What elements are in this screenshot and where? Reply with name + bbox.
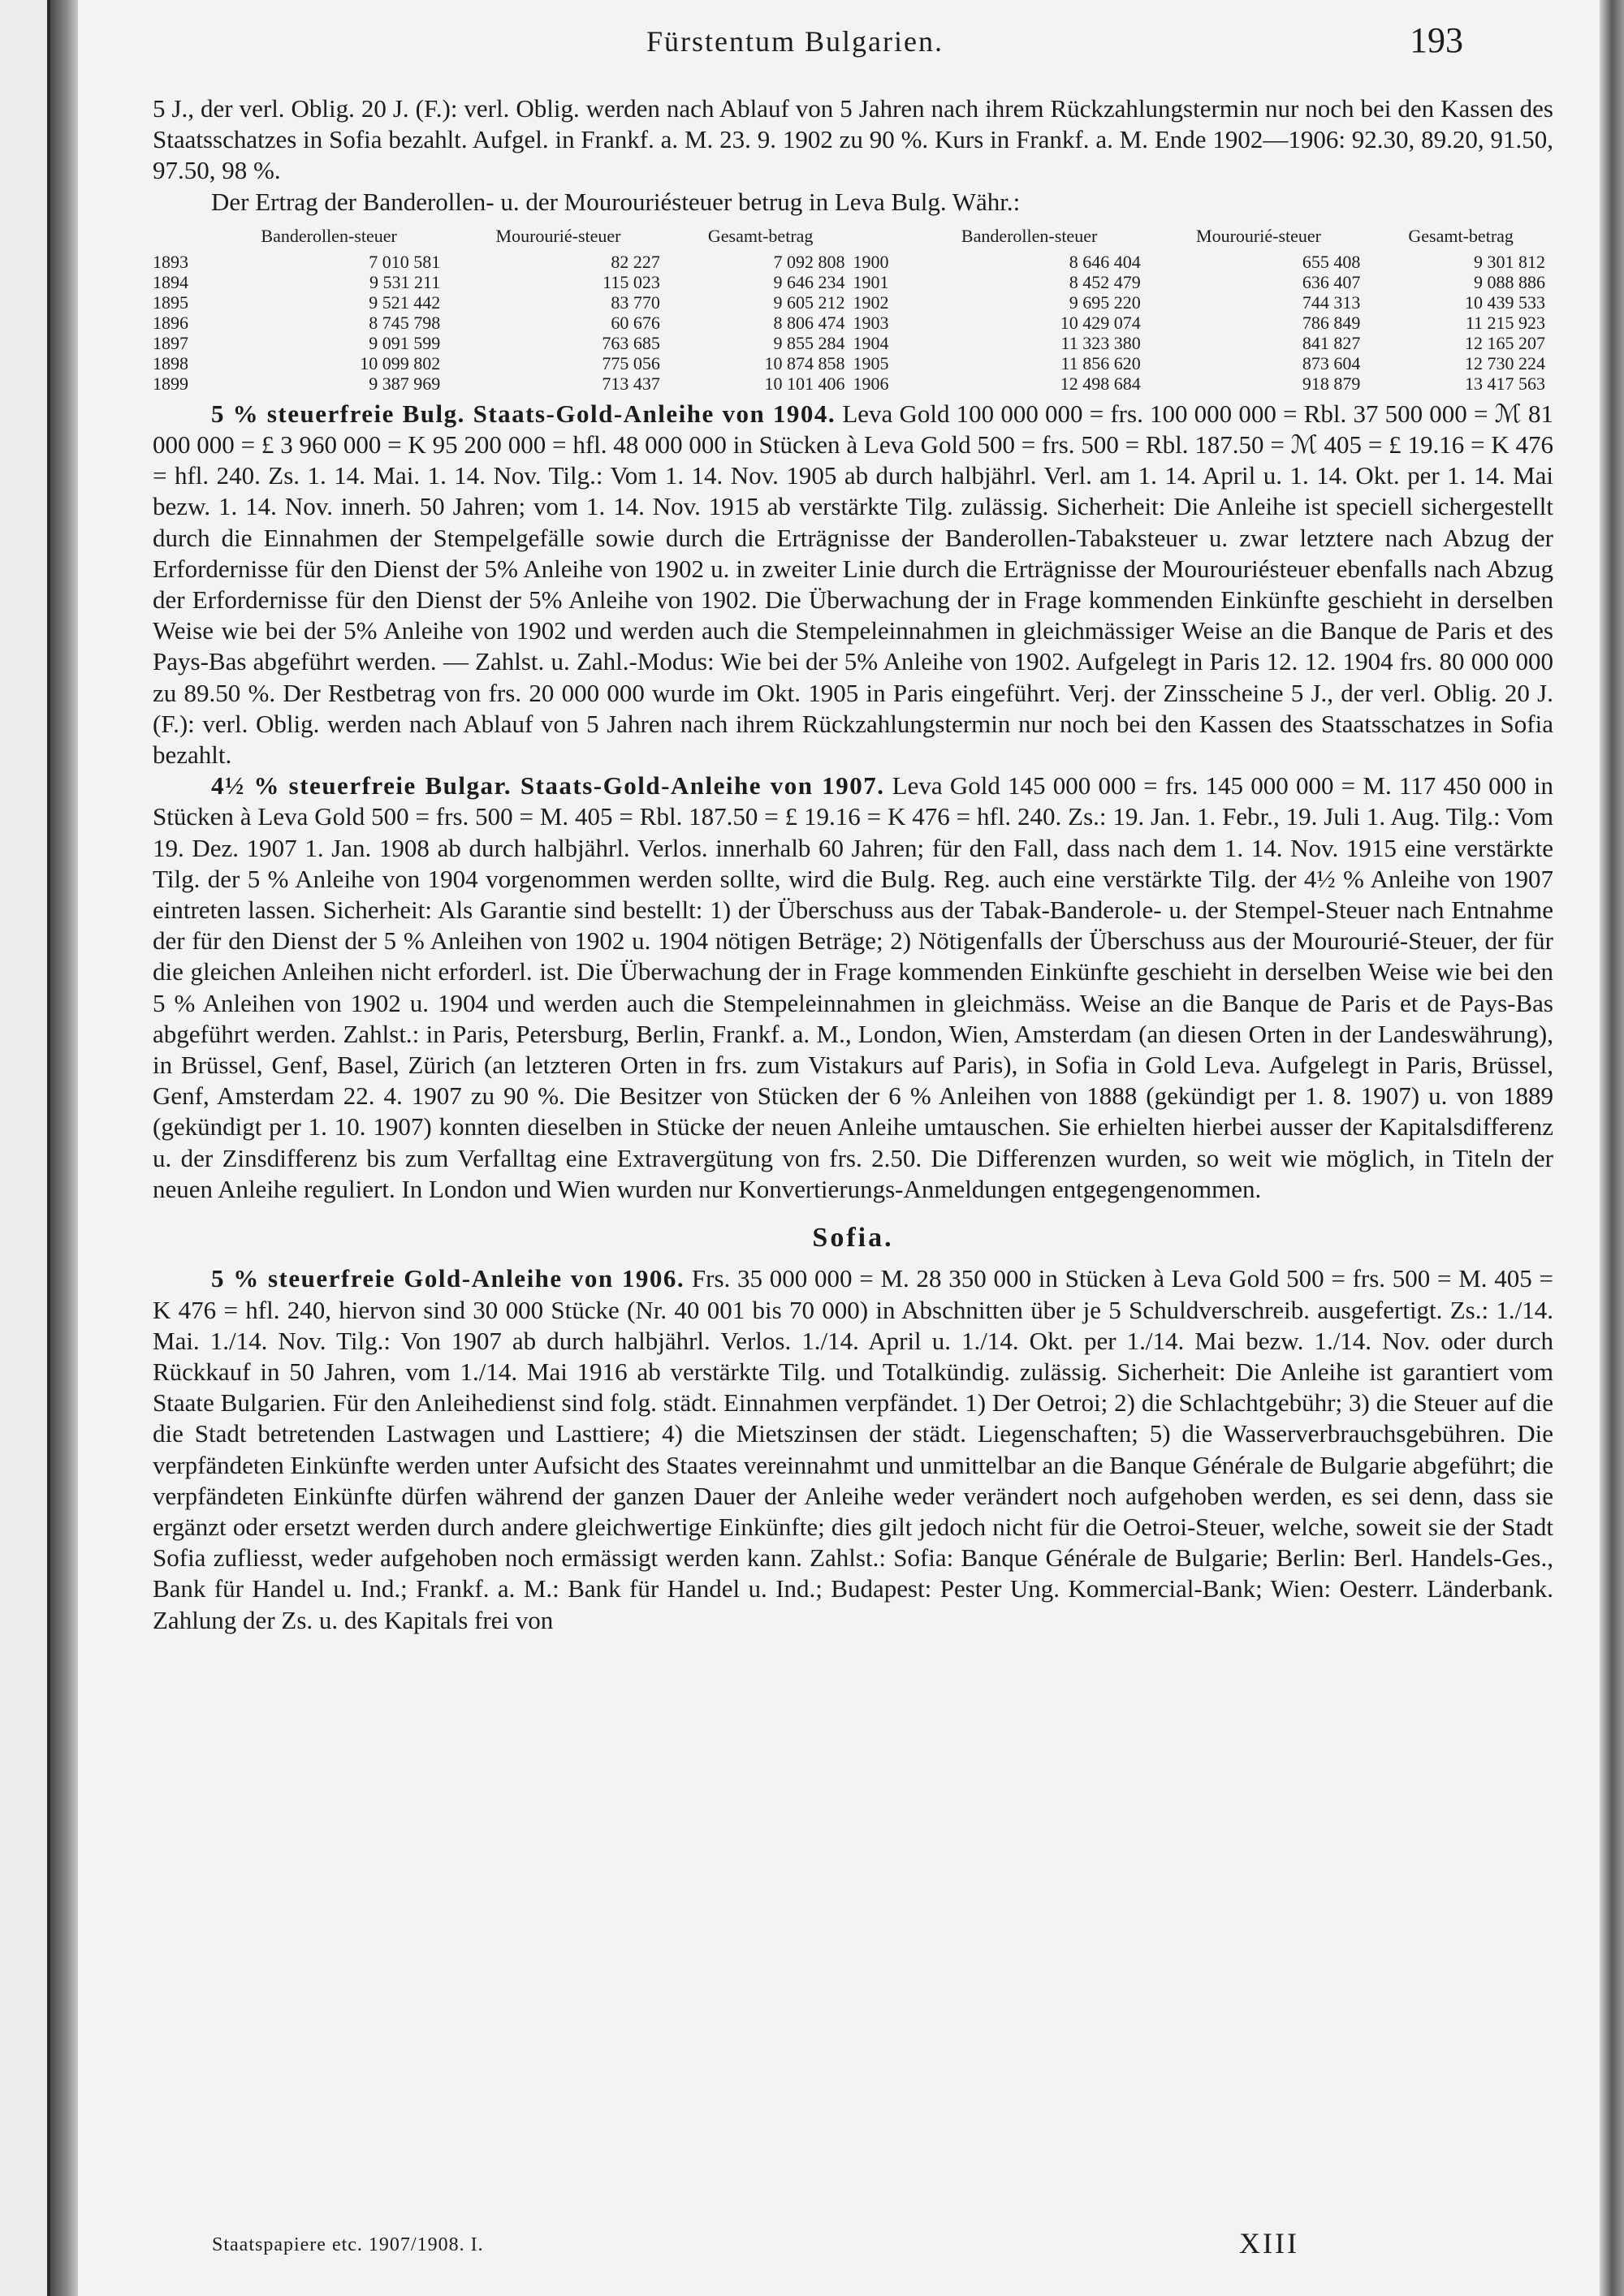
revenue-table [153, 224, 1553, 394]
revenue-table-header [153, 224, 1553, 252]
loan-1904-heading: 5 % steuerfreie Bulg. Staats-Gold-Anleihe von 1904. [211, 399, 836, 428]
scan-right-edge [1600, 0, 1624, 2296]
sofia-loan-heading: 5 % steuerfreie Gold-Anleihe von 1906. [211, 1264, 685, 1293]
cell-gesamt: 9 646 234 [773, 271, 845, 292]
cell-mourourie: 713 437 [602, 373, 660, 394]
running-title: Fürstentum Bulgarien. [646, 25, 944, 58]
cell-banderollen: 9 531 211 [369, 271, 441, 292]
cell-gesamt: 12 165 207 [1465, 332, 1545, 353]
col-gesamt-2: Gesamt-betrag [1408, 225, 1514, 246]
cell-gesamt: 10 874 858 [764, 352, 845, 373]
cell-banderollen: 10 429 074 [1060, 312, 1141, 333]
loan-1904-paragraph [153, 399, 1553, 770]
cell-gesamt: 9 301 812 [1474, 251, 1545, 272]
book-gutter [50, 0, 78, 2296]
cell-mourourie: 655 408 [1302, 251, 1361, 272]
cell-mourourie: 115 023 [603, 271, 660, 292]
cell-year: 1900 [853, 251, 889, 272]
cell-gesamt: 7 092 808 [773, 251, 845, 272]
loan-1907-heading: 4½ % steuerfreie Bulgar. Staats-Gold-Anleihe von 1907. [211, 771, 885, 801]
cell-banderollen: 9 091 599 [369, 332, 441, 353]
cell-banderollen: 9 695 220 [1069, 291, 1141, 313]
intro-paragraph: 5 J., der verl. Oblig. 20 J. (F.): verl. Oblig. werden nach Ablauf von 5 Jahren nach ihrem Rückzahlungstermin nur noch bei den Kassen des Staatsschatzes in Sofia bezahlt. Aufgel. in Frankf. a. M. 23. 9. 1902 zu 90 %. Kurs in Frankf. a. M. Ende 1902—1906: 92.30, 89.20, 91.50, 97.50, 98 %. [153, 94, 1553, 185]
cell-year: 1896 [153, 312, 188, 333]
col-banderollen: Banderollen-steuer [261, 225, 397, 246]
cell-gesamt: 12 730 224 [1465, 352, 1545, 373]
table-row [153, 292, 1553, 313]
cell-year: 1902 [853, 291, 889, 313]
cell-year: 1894 [153, 271, 188, 292]
sofia-loan-paragraph [153, 1263, 1553, 1635]
cell-year: 1901 [853, 271, 889, 292]
table-row [153, 333, 1553, 353]
loan-1907-body: Leva Gold 145 000 000 = frs. 145 000 000 = M. 117 450 000 in Stücken à Leva Gold 500 = frs. 500 = M. 405 = Rbl. 187.50 = £ 19.16 = K 476 = hfl. 240. Zs.: 19. Jan. 1. Febr., 19. Juli 1. Aug. Tilg.: Vom 19. Dez. 1907 1. Jan. 1908 ab durch halbjährl. Verlos. innerhalb 60 Jahren; für den Fall, dass nach dem 1. 14. Nov. 1915 eine verstärkte Tilg. der 5 % Anleihe von 1904 vorgenommen werden sollte, wird die Bulg. Reg. auch eine verstärkte Tilg. der 4½ % Anleihe von 1907 eintreten lassen. Sicherheit: Als Garantie sind bestellt: 1) der Überschuss aus der Tabak-Banderole- u. der Stempel-Steuer nach Entnahme der für den Dienst der 5 % Anleihen von 1902 u. 1904 nötigen Beträge; 2) Nötigenfalls der Überschuss aus der Mourourié-Steuer, der für die gleichen Anleihen nicht erforderl. ist. Die Überwachung der in Frage kommenden Einkünfte geschieht in derselben Weise wie bei den 5 % Anleihen von 1902 u. 1904 und werden auch die Stempeleinnahmen in gleichmäss. Weise an die Banque de Paris et de Pays-Bas abgeführt werden. Zahlst.: in Paris, Petersburg, Berlin, Frankf. a. M., London, Wien, Amsterdam (an diesen Orten in der Landeswährung), in Brüssel, Genf, Basel, Zürich (an letzteren Orten in frs. zum Vistakurs auf Paris), in Sofia in Gold Leva. Aufgelegt in Paris, Brüssel, Genf, Amsterdam 22. 4. 1907 zu 90 %. Die Besitzer von Stücken der 6 % Anleihen von 1888 (gekündigt per 1. 8. 1907) u. von 1889 (gekündigt per 1. 10. 1907) konnten dieselben in Stücke der neuen Anleihe umtauschen. Sie erhielten hierbei ausser der Kapitalsdifferenz u. der Zinsdifferenz bis zum Verfalltag eine Extravergütung von frs. 2.50. Die Differenzen wurden, so weit wie möglich, in Titeln der neuen Anleihe reguliert. In London und Wien wurden nur Konvertierungs-Anmeldungen entgegengenommen. [153, 771, 1554, 1203]
cell-banderollen: 11 856 620 [1060, 352, 1141, 373]
cell-year: 1898 [153, 352, 188, 373]
cell-year: 1895 [153, 291, 188, 313]
cell-gesamt: 9 855 284 [773, 332, 845, 353]
table-row [153, 353, 1553, 373]
cell-mourourie: 786 849 [1302, 312, 1361, 333]
cell-mourourie: 841 827 [1302, 332, 1361, 353]
cell-mourourie: 60 676 [611, 312, 660, 333]
cell-gesamt: 10 439 533 [1465, 291, 1545, 313]
revenue-table-body [153, 252, 1553, 394]
cell-mourourie: 873 604 [1302, 352, 1361, 373]
page-content [153, 93, 1553, 1636]
cell-banderollen: 9 521 442 [369, 291, 441, 313]
page-header [78, 18, 1600, 67]
cell-mourourie: 636 407 [1302, 271, 1361, 292]
cell-year: 1899 [153, 373, 188, 394]
cell-mourourie: 83 770 [611, 291, 660, 313]
cell-banderollen: 7 010 581 [369, 251, 441, 272]
cell-year: 1906 [853, 373, 889, 394]
col-banderollen-2: Banderollen-steuer [961, 225, 1098, 246]
col-gesamt: Gesamt-betrag [707, 225, 814, 246]
cell-year: 1903 [853, 312, 889, 333]
scan-left-margin [0, 0, 50, 2296]
page-number: 193 [1410, 20, 1463, 60]
footer-signature: XIII [1239, 2227, 1299, 2259]
footer-left: Staatspapiere etc. 1907/1908. I. [212, 2234, 484, 2255]
cell-gesamt: 8 806 474 [773, 312, 845, 333]
col-mourourie: Mourourié-steuer [495, 225, 621, 246]
table-row [153, 313, 1553, 333]
cell-gesamt: 9 605 212 [773, 291, 845, 313]
table-row [153, 272, 1553, 292]
cell-gesamt: 13 417 563 [1465, 373, 1545, 394]
cell-mourourie: 744 313 [1302, 291, 1361, 313]
document-page [78, 0, 1600, 2296]
cell-banderollen: 8 452 479 [1069, 271, 1141, 292]
col-mourourie-2: Mourourié-steuer [1196, 225, 1321, 246]
cell-mourourie: 918 879 [1302, 373, 1361, 394]
cell-banderollen: 10 099 802 [360, 352, 441, 373]
loan-1904-body: Leva Gold 100 000 000 = frs. 100 000 000 = Rbl. 37 500 000 = ℳ 81 000 000 = £ 3 960 000 = K 95 200 000 = hfl. 48 000 000 in Stücken à Leva Gold 500 = frs. 500 = Rbl. 187.50 = ℳ 405 = £ 19.16 = K 476 = hfl. 240. Zs. 1. 14. Mai. 1. 14. Nov. Tilg.: Vom 1. 14. Nov. 1905 ab durch halbjährl. Verl. am 1. 14. April u. 1. 14. Okt. per 1. 14. Mai bezw. 1. 14. Nov. innerh. 50 Jahren; vom 1. 14. Nov. 1915 ab verstärkte Tilg. zulässig. Sicherheit: Die Anleihe ist speciell sichergestellt durch die Einnahmen der Stempelgefälle sowie durch die Erträgnisse der Banderollen-Tabaksteuer u. zwar letztere nach Abzug der Erfordernisse für den Dienst der 5% Anleihe von 1902 u. in zweiter Linie durch die Erträgnisse der Mourouriésteuer ebenfalls nach Abzug der Erfordernisse für den Dienst der 5% Anleihe von 1902. Die Überwachung der in Frage kommenden Einkünfte geschieht in derselben Weise wie bei der 5% Anleihe von 1902 und werden auch die Stempeleinnahmen in gleichmässiger Weise an die Banque de Paris et des Pays-Bas abgeführt werden. — Zahlst. u. Zahl.-Modus: Wie bei der 5% Anleihe von 1902. Aufgelegt in Paris 12. 12. 1904 frs. 80 000 000 zu 89.50 %. Der Restbetrag von frs. 20 000 000 wurde im Okt. 1905 in Paris eingeführt. Verj. der Zinsscheine 5 J., der verl. Oblig. 20 J. (F.): verl. Oblig. werden nach Ablauf von 5 Jahren nach ihrem Rückzahlungstermin nur noch bei den Kassen des Staatsschatzes in Sofia bezahlt. [153, 399, 1553, 770]
cell-mourourie: 775 056 [602, 352, 660, 373]
cell-mourourie: 763 685 [602, 332, 660, 353]
table-intro: Der Ertrag der Banderollen- u. der Mourouriésteuer betrug in Leva Bulg. Währ.: [211, 187, 1021, 216]
cell-banderollen: 12 498 684 [1060, 373, 1141, 394]
loan-1907-paragraph [153, 770, 1553, 1205]
cell-mourourie: 82 227 [611, 251, 660, 272]
cell-banderollen: 8 745 798 [369, 312, 441, 333]
cell-banderollen: 9 387 969 [369, 373, 441, 394]
sofia-loan-body: Frs. 35 000 000 = M. 28 350 000 in Stücken à Leva Gold 500 = frs. 500 = M. 405 = K 476 = hfl. 240, hiervon sind 30 000 Stücke (Nr. 40 001 bis 70 000) in Abschnitten über je 5 Schuldverschreib. ausgefertigt. Zs.: 1./14. Mai. 1./14. Nov. Tilg.: Von 1907 ab durch halbjährl. Verlos. 1./14. April u. 1./14. Okt. per 1./14. Mai bezw. 1./14. Nov. oder durch Rückkauf in 50 Jahren, vom 1./14. Mai 1916 ab verstärkte Tilg. und Totalkündig. zulässig. Sicherheit: Die Anleihe ist garantiert vom Staate Bulgarien. Für den Anleihedienst sind folg. städt. Einnahmen verpfändet. 1) Der Oetroi; 2) die Schlachtgebühr; 3) die Steuer auf die die Stadt betretenden Lastwagen und Lasttiere; 4) die Mietszinsen der städt. Liegenschaften; 5) die Wasserverbrauchsgebühren. Die verpfändeten Einkünfte werden unter Aufsicht des Staates vereinnahmt und unmittelbar an die Banque Générale de Bulgarie abgeführt; die verpfändeten Einkünfte dürfen während der ganzen Dauer der Anleihe weder verändert noch aufgehoben werden, es sei denn, dass sie ergänzt oder ersetzt werden durch andere gleichwertige Einkünfte; dies gilt jedoch nicht für die Oetroi-Steuer, welche, soweit sie der Stadt Sofia zufliesst, weder aufgehoben noch ermässigt werden kann. Zahlst.: Sofia: Banque Générale de Bulgarie; Berlin: Berl. Handels-Ges., Bank für Handel u. Ind.; Frankf. a. M.: Bank für Handel u. Ind.; Budapest: Pester Ung. Kommercial-Bank; Wien: Oesterr. Länderbank. Zahlung der Zs. u. des Kapitals frei von [153, 1264, 1554, 1634]
cell-year: 1893 [153, 251, 188, 272]
cell-year: 1897 [153, 332, 188, 353]
cell-banderollen: 11 323 380 [1060, 332, 1141, 353]
cell-gesamt: 10 101 406 [764, 373, 845, 394]
section-title-sofia: Sofia. [812, 1223, 894, 1254]
cell-year: 1904 [853, 332, 889, 353]
cell-year: 1905 [853, 352, 889, 373]
table-row [153, 252, 1553, 272]
cell-gesamt: 9 088 886 [1474, 271, 1545, 292]
cell-gesamt: 11 215 923 [1465, 312, 1545, 333]
table-row [153, 373, 1553, 394]
cell-banderollen: 8 646 404 [1069, 251, 1141, 272]
